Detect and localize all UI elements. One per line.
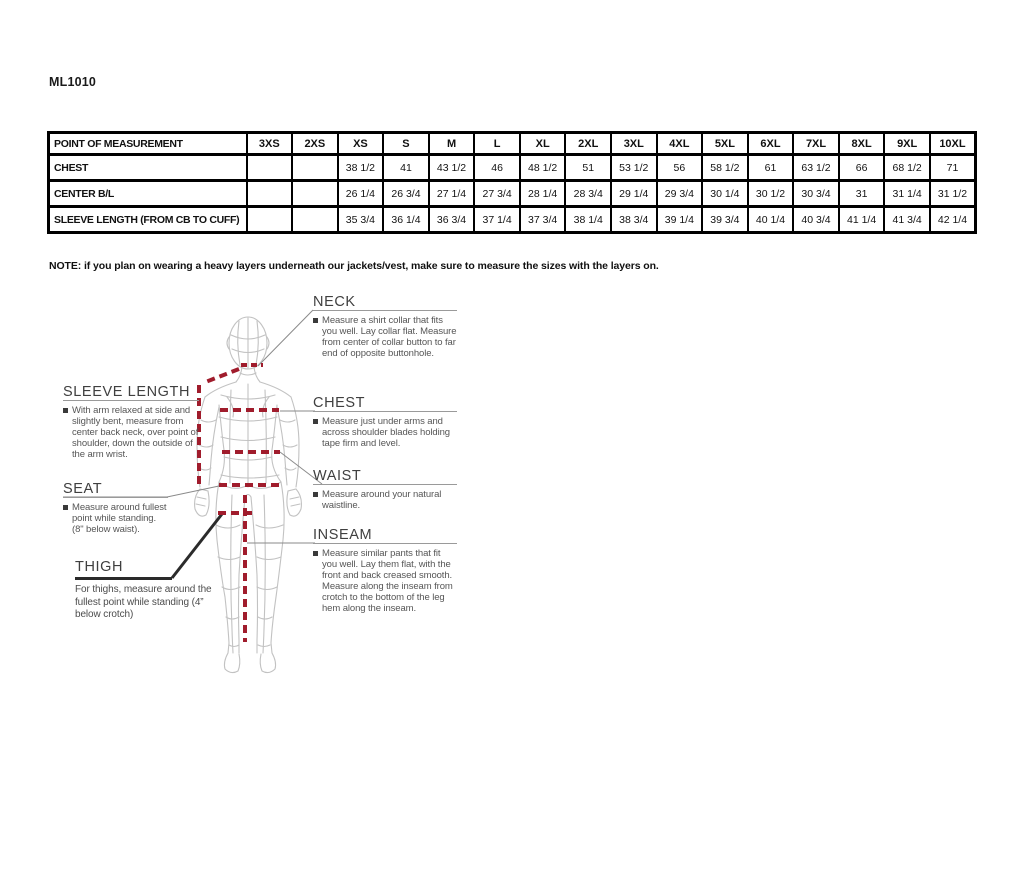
column-header-size-xs: XS (338, 133, 384, 155)
size-value-cell: 38 1/4 (565, 207, 611, 233)
size-value-cell: 35 3/4 (338, 207, 384, 233)
neck-label-title: NECK (313, 295, 457, 311)
row-label: CENTER B/L (49, 181, 247, 207)
size-value-cell: 28 3/4 (565, 181, 611, 207)
column-header-size-6xl: 6XL (748, 133, 794, 155)
size-value-cell: 46 (474, 155, 520, 181)
size-value-cell: 30 3/4 (793, 181, 839, 207)
column-header-size-2xs: 2XS (292, 133, 338, 155)
size-value-cell (247, 207, 293, 233)
note-text: NOTE: if you plan on wearing a heavy layers underneath our jackets/vest, make sure to measure the sizes with the layers on. (49, 260, 659, 272)
size-value-cell: 51 (565, 155, 611, 181)
diagram-label-sleeve-length (63, 385, 199, 460)
diagram-label-chest (313, 396, 457, 449)
column-header-size-3xl: 3XL (611, 133, 657, 155)
column-header-size-s: S (383, 133, 429, 155)
thigh-connector-line (172, 514, 222, 578)
inseam-description: Measure similar pants that fit you well. Lay them flat, with the front and back creased smooth. Measure along the inseam from crotch to the bottom of the leg hem along the inseam. (322, 548, 453, 614)
size-value-cell: 38 3/4 (611, 207, 657, 233)
size-value-cell (247, 181, 293, 207)
size-value-cell: 31 1/2 (930, 181, 976, 207)
size-value-cell: 41 (383, 155, 429, 181)
size-value-cell (292, 181, 338, 207)
diagram-label-neck (313, 295, 457, 359)
size-value-cell: 39 1/4 (657, 207, 703, 233)
diagram-label-thigh (75, 559, 212, 622)
size-value-cell: 43 1/2 (429, 155, 475, 181)
inseam-label-title: INSEAM (313, 528, 457, 544)
size-value-cell: 41 1/4 (839, 207, 885, 233)
size-value-cell: 40 3/4 (793, 207, 839, 233)
diagram-label-waist (313, 469, 457, 511)
size-value-cell (292, 207, 338, 233)
size-value-cell: 29 3/4 (657, 181, 703, 207)
bullet-square-icon (63, 408, 68, 413)
page-title: ML1010 (49, 75, 97, 89)
diagram-label-seat (63, 482, 168, 535)
thigh-label-title: THIGH (75, 560, 172, 580)
size-value-cell (292, 155, 338, 181)
size-value-cell: 40 1/4 (748, 207, 794, 233)
sleeve-length-label-title: SLEEVE LENGTH (63, 385, 199, 401)
size-value-cell: 26 3/4 (383, 181, 429, 207)
size-value-cell: 53 1/2 (611, 155, 657, 181)
size-chart-header-row (49, 133, 976, 155)
column-header-size-4xl: 4XL (657, 133, 703, 155)
seat-label-title: SEAT (63, 482, 168, 498)
column-header-size-l: L (474, 133, 520, 155)
waist-description: Measure around your natural waistline. (322, 489, 442, 511)
table-row (49, 181, 976, 207)
size-value-cell: 48 1/2 (520, 155, 566, 181)
size-value-cell: 41 3/4 (884, 207, 930, 233)
diagram-label-inseam (313, 528, 457, 614)
size-value-cell: 27 3/4 (474, 181, 520, 207)
size-value-cell: 28 1/4 (520, 181, 566, 207)
column-header-size-3xs: 3XS (247, 133, 293, 155)
bullet-square-icon (313, 551, 318, 556)
size-value-cell: 42 1/4 (930, 207, 976, 233)
size-value-cell: 31 (839, 181, 885, 207)
sleeve-length-description: With arm relaxed at side and slightly bent, measure from center back neck, over point of shoulder, down the outside of the arm wrist. (72, 405, 199, 460)
neck-description: Measure a shirt collar that fits you well. Lay collar flat. Measure from center of collar button to far end of opposite buttonhole. (322, 315, 457, 359)
column-header-size-5xl: 5XL (702, 133, 748, 155)
size-value-cell: 71 (930, 155, 976, 181)
size-chart-table (47, 131, 977, 234)
bullet-square-icon (313, 318, 318, 323)
shoulder-measure-line (203, 369, 239, 383)
bullet-square-icon (63, 505, 68, 510)
table-row (49, 207, 976, 233)
size-value-cell: 66 (839, 155, 885, 181)
column-header-size-m: M (429, 133, 475, 155)
table-row (49, 155, 976, 181)
size-value-cell: 30 1/2 (748, 181, 794, 207)
size-value-cell: 36 3/4 (429, 207, 475, 233)
column-header-size-2xl: 2XL (565, 133, 611, 155)
bullet-square-icon (313, 492, 318, 497)
column-header-size-9xl: 9XL (884, 133, 930, 155)
chest-description: Measure just under arms and across shoulder blades holding tape firm and level. (322, 416, 450, 449)
waist-label-title: WAIST (313, 469, 457, 485)
size-value-cell: 29 1/4 (611, 181, 657, 207)
thigh-description: For thighs, measure around the fullest point while standing (4” below crotch) (75, 584, 212, 620)
size-value-cell: 27 1/4 (429, 181, 475, 207)
size-value-cell: 31 1/4 (884, 181, 930, 207)
column-header-point-of-measurement: POINT OF MEASUREMENT (49, 133, 247, 155)
size-value-cell: 61 (748, 155, 794, 181)
size-value-cell: 56 (657, 155, 703, 181)
size-value-cell: 37 1/4 (474, 207, 520, 233)
column-header-size-7xl: 7XL (793, 133, 839, 155)
chest-label-title: CHEST (313, 396, 457, 412)
row-label: CHEST (49, 155, 247, 181)
row-label: SLEEVE LENGTH (FROM CB TO CUFF) (49, 207, 247, 233)
seat-description: Measure around fullest point while standing. (8" below waist). (72, 502, 167, 535)
size-value-cell (247, 155, 293, 181)
column-header-size-10xl: 10XL (930, 133, 976, 155)
bullet-square-icon (313, 419, 318, 424)
size-value-cell: 38 1/2 (338, 155, 384, 181)
size-value-cell: 39 3/4 (702, 207, 748, 233)
column-header-size-8xl: 8XL (839, 133, 885, 155)
size-value-cell: 36 1/4 (383, 207, 429, 233)
size-value-cell: 30 1/4 (702, 181, 748, 207)
size-value-cell: 68 1/2 (884, 155, 930, 181)
size-value-cell: 37 3/4 (520, 207, 566, 233)
size-value-cell: 63 1/2 (793, 155, 839, 181)
size-value-cell: 26 1/4 (338, 181, 384, 207)
size-value-cell: 58 1/2 (702, 155, 748, 181)
column-header-size-xl: XL (520, 133, 566, 155)
